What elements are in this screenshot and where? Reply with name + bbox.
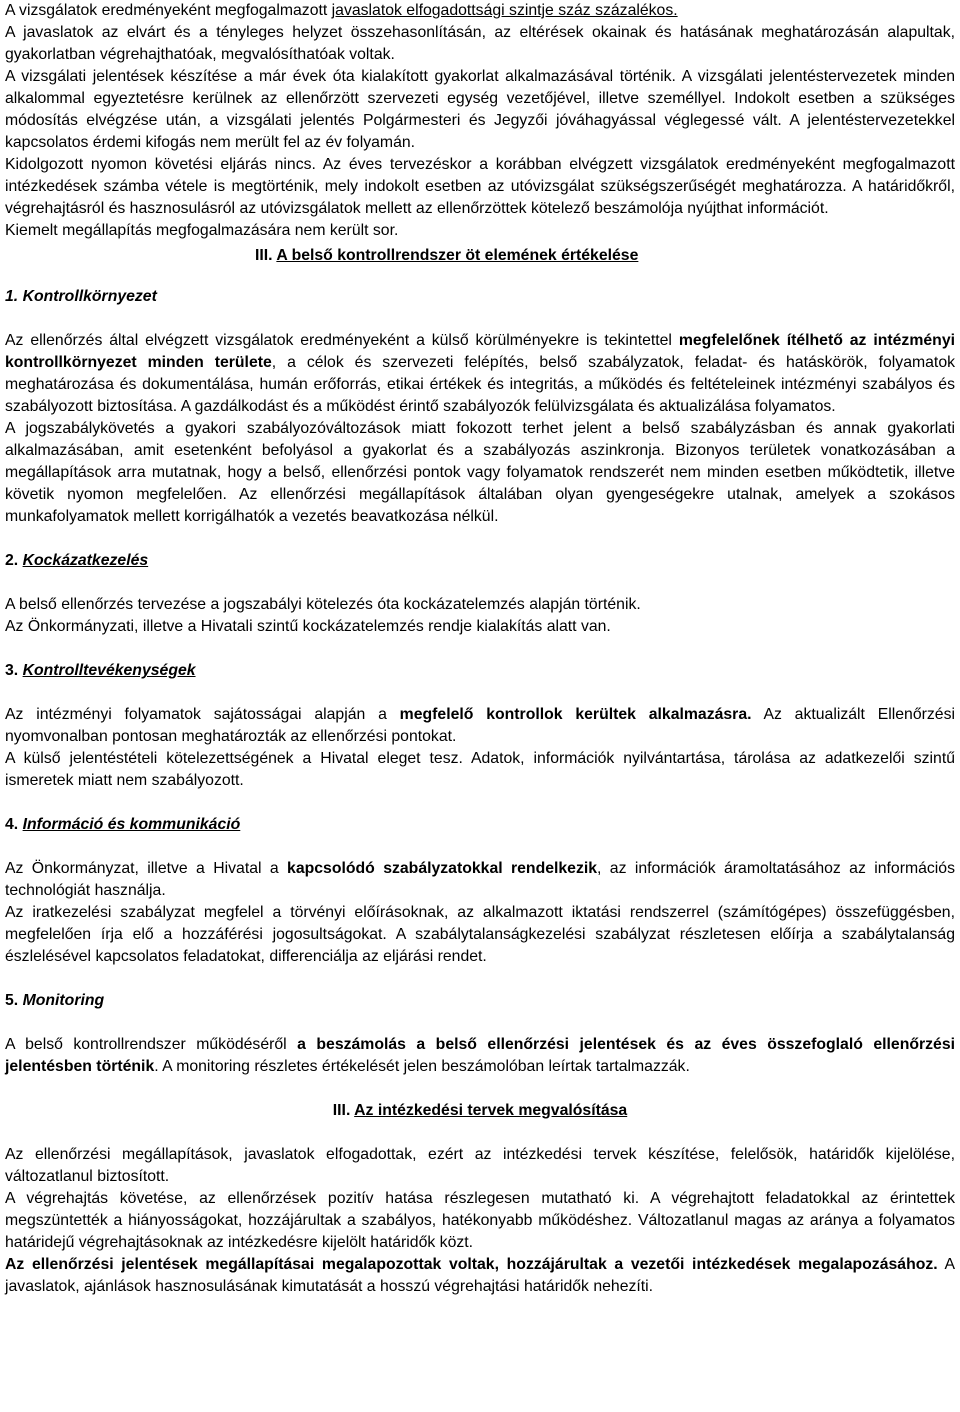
bold-text: a beszámolás a belső ellenőrzési jelentések és az éves összefoglaló ellenőrzési jelentésben történik — [5, 1036, 956, 1075]
kockazatkezeles-paragraph-1: A belső ellenőrzés tervezése a jogszabályi kötelezés óta kockázatelemzés alapján történik. — [5, 596, 641, 613]
section-number: 4. — [5, 816, 23, 833]
text: , az információk áramoltatásához az információs technológiát használja. — [5, 860, 955, 899]
informacio-paragraph-1 — [5, 858, 955, 902]
intezkedesi-paragraph-1: Az ellenőrzési megállapítások, javaslatok elfogadottak, ezért az intézkedési tervek készítése, felelősök, határidők kijelölése, változatlanul biztosított. — [5, 1146, 955, 1185]
kontrolltevekenysegek-paragraph-2: A külső jelentéstételi kötelezettségének a Hivatal eleget tesz. Adatok, információk nyilvántartása, tárolása az adatkezelői szintű ismeretek miatt nem szabályozott. — [5, 750, 955, 789]
section-title-text: Kontrolltevékenységek — [22, 662, 196, 679]
intezkedesi-heading — [5, 1100, 955, 1122]
section-number: 2. — [5, 552, 23, 569]
section-number: 5. — [5, 992, 23, 1009]
kontrolltevekenysegek-title — [5, 660, 955, 682]
bold-text: kapcsolódó szabályzatokkal rendelkezik — [287, 860, 598, 877]
bold-text: megfelelőnek ítélhető az intézményi kontrollkörnyezet minden területe — [5, 332, 955, 371]
intro-paragraph-1 — [5, 0, 955, 22]
intro-paragraph-5: Kiemelt megállapítás megfogalmazására nem került sor. — [5, 222, 399, 239]
intro-paragraph-4: Kidolgozott nyomon követési eljárás nincs. Az éves tervezéskor a korábban elvégzett vizsgálatok eredményeként megfogalmazott intézkedések számba vétele is megtörténik, mely indokolt esetben az utóvizsgálat szükségszerűségét meghatározza. A határidőkről, végrehajtásról és hasznosulásról az utóvizsgálatok mellett az ellenőrzöttek kötelező beszámolója nyújthat információt. — [5, 156, 955, 217]
section-title-text: Kockázatkezelés — [22, 552, 149, 569]
monitoring-title — [5, 990, 955, 1012]
section-heading — [255, 245, 638, 267]
section-heading-number: III. — [332, 1102, 355, 1119]
text: , a célok és szervezeti felépítés, belső szabályzatok, feladat- és hatáskörök, folyamatok meghatározása és dokumentálása, humán erőforrás, etikai értékek és integritás, a működés és feltételeinek intézményi szabályos és szabályozott biztosítása. A gazdálkodást és a működést érintő szabályozók felülvizsgálata és aktualizálása folyamatos. — [5, 354, 955, 415]
section-title-text: Információ és kommunikáció — [22, 816, 241, 833]
text: A javaslatok, ajánlások hasznosulásának kimutatását a hosszú végrehajtási határidők nehezíti. — [5, 1256, 955, 1295]
section-heading-number: III. — [255, 247, 277, 264]
text: Az intézményi folyamatok sajátosságai alapján a — [5, 706, 400, 723]
text: Az aktualizált Ellenőrzési nyomvonalban pontosan meghatározták az ellenőrzési pontokat. — [5, 706, 955, 745]
intro-paragraph-2: A javaslatok az elvárt és a tényleges helyzet összehasonlításán, az eltérések okainak és hatásának meghatározásán alapultak, gyakorlatban végrehajthatóak, megvalósíthatóak voltak. — [5, 24, 955, 63]
intezkedesi-paragraph-2: A végrehajtás követése, az ellenőrzések pozitív hatása részlegesen mutatható ki. A végrehajtott feladatokkal az érintettek megszüntették a hiányosságokat, hozzájárultak a szabályos, hatékonyabb működéshez. Változatlanul magas az aránya a folyamatos határidejű végrehajtásoknak az intézkedésre kijelölt határidők közt. — [5, 1190, 955, 1251]
kontrolltevekenysegek-paragraph-1 — [5, 704, 955, 748]
text: . A monitoring részletes értékelését jelen beszámolóban leírtak tartalmazzák. — [154, 1058, 690, 1075]
informacio-paragraph-2: Az iratkezelési szabályzat megfelel a törvényi előírásoknak, az alkalmazott iktatási rendszerrel (számítógépes) összefüggésben, megfelelően írja elő a hozzáférési jogosultságokat. A szabálytalanságkezelési szabályzat részletesen előírja a szabálytalanság észlelésével kapcsolatos feladatokat, differenciálja az eljárási rendet. — [5, 904, 955, 965]
monitoring-paragraph-1 — [5, 1034, 955, 1078]
bold-text: megfelelő kontrollok kerültek alkalmazásra. — [399, 706, 752, 723]
intezkedesi-paragraph-3 — [5, 1254, 955, 1298]
section-number: 3. — [5, 662, 23, 679]
kockazatkezeles-title — [5, 550, 955, 572]
section-heading-text: Az intézkedési tervek megvalósítása — [354, 1102, 628, 1119]
intro-paragraph-3: A vizsgálati jelentések készítése a már évek óta kialakított gyakorlat alkalmazásával történik. A vizsgálati jelentéstervezetek minden alkalommal egyeztetésre kerülnek az ellenőrzött szervezeti egység vezetőjével, illetve személlyel. Indokolt esetben a szükséges módosítás elvégzése után, a vizsgálati jelentés Polgármesteri és Jegyzői jóváhagyással véglegessé vált. A jelentéstervezetekkel kapcsolatos érdemi kifogás nem merült fel az év folyamán. — [5, 68, 955, 151]
text: Az Önkormányzat, illetve a Hivatal a — [5, 860, 288, 877]
text: Az ellenőrzés által elvégzett vizsgálatok eredményeként a külső körülményekre is tekintettel — [5, 332, 679, 349]
text: A belső kontrollrendszer működéséről — [5, 1036, 298, 1053]
intro-text: A vizsgálatok eredményeként megfogalmazott — [5, 2, 332, 19]
kontrollkornyezet-title: 1. Kontrollkörnyezet — [5, 288, 157, 305]
section-title-text: Monitoring — [22, 992, 105, 1009]
intro-underlined-text: javaslatok elfogadottsági szintje száz százalékos. — [331, 2, 678, 19]
kontrollkornyezet-paragraph-1 — [5, 330, 955, 418]
kockazatkezeles-paragraph-2: Az Önkormányzati, illetve a Hivatali szintű kockázatelemzés rendje kialakítás alatt van. — [5, 618, 611, 635]
kontrollkornyezet-paragraph-2: A jogszabálykövetés a gyakori szabályozóváltozások miatt fokozott terhet jelent a belső szabályzásban és annak gyakorlati alkalmazásában, amit esetenként befolyásol a gyakorlat és a szabályozás aszinkronja. Bizonyos területek vonatkozásában a megállapítások arra mutatnak, hogy a belső, ellenőrzési pontok vagy folyamatok rendszerét nem minden esetben működtetik, illetve követik nyomon megfelelően. Az ellenőrzési megállapítások általában olyan gyengeségekre utalnak, amelyek a szokásos munkafolyamatok mellett korrigálhatók a vezetés beavatkozása nélkül. — [5, 420, 955, 525]
section-heading-text: A belső kontrollrendszer öt elemének értékelése — [276, 247, 639, 264]
bold-text: Az ellenőrzési jelentések megállapításai megalapozottak voltak, hozzájárultak a vezetői intézkedések megalapozásához. — [5, 1256, 938, 1273]
section-heading-row — [5, 242, 955, 308]
informacio-title — [5, 814, 955, 836]
